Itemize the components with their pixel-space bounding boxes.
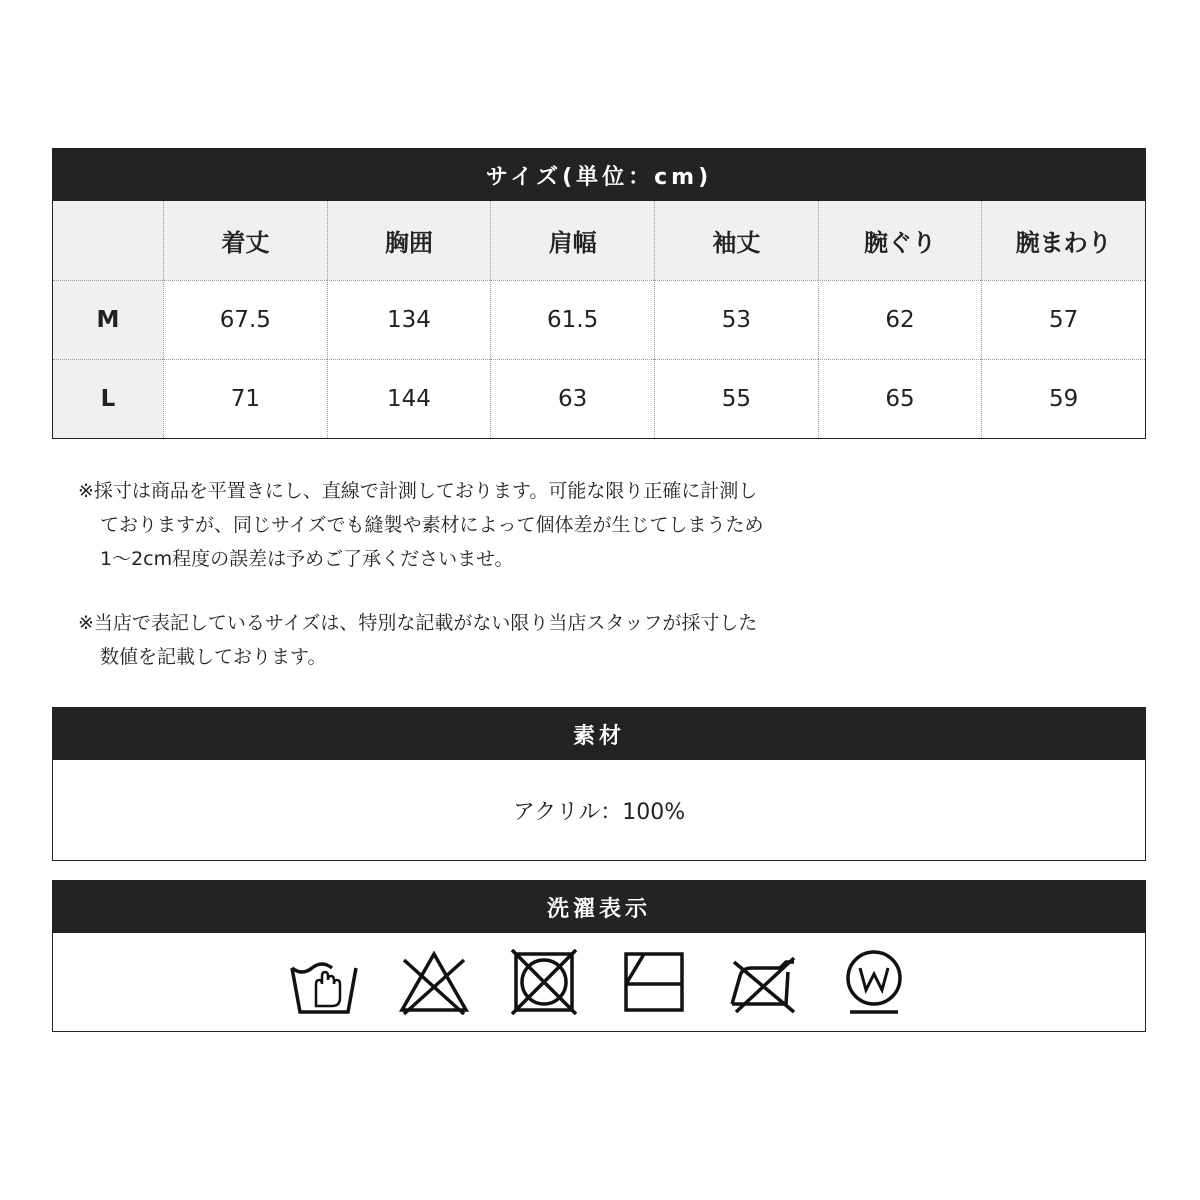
- note-line: ※当店で表記しているサイズは、特別な記載がない限り当店スタッフが採寸した: [78, 612, 758, 634]
- col-header: 袖丈: [654, 201, 818, 280]
- no-bleach-icon: [398, 946, 470, 1018]
- note-line: ておりますが、同じサイズでも縫製や素材によって個体差が生じてしまうため: [100, 514, 764, 536]
- line-dry-shade-icon: [618, 946, 690, 1018]
- row-label: L: [53, 359, 163, 438]
- note-line: ※採寸は商品を平置きにし、直線で計測しております。可能な限り正確に計測し: [78, 480, 758, 502]
- table-cell: 59: [981, 359, 1145, 438]
- col-header: 着丈: [163, 201, 327, 280]
- table-cell: 144: [327, 359, 491, 438]
- table-cell: 55: [654, 359, 818, 438]
- no-tumble-dry-icon: [508, 946, 580, 1018]
- table-cell: 63: [490, 359, 654, 438]
- care-title: 洗濯表示: [53, 881, 1145, 933]
- table-cell: 65: [818, 359, 982, 438]
- table-cell: 67.5: [163, 280, 327, 359]
- size-table-title: サイズ(単位：cm): [53, 149, 1145, 201]
- note-line: 1〜2cm程度の誤差は予めご了承くださいませ。: [100, 548, 514, 570]
- material-title: 素材: [53, 708, 1145, 760]
- table-cell: 53: [654, 280, 818, 359]
- size-note: [78, 606, 757, 674]
- care-box: [52, 880, 1146, 1032]
- col-header: 腕まわり: [981, 201, 1145, 280]
- table-cell: 62: [818, 280, 982, 359]
- col-header: 肩幅: [490, 201, 654, 280]
- wet-clean-icon: [838, 946, 910, 1018]
- hand-wash-icon: [288, 946, 360, 1018]
- row-label: M: [53, 280, 163, 359]
- measurement-note: [78, 474, 763, 576]
- material-box: [52, 707, 1146, 861]
- table-cell: 57: [981, 280, 1145, 359]
- note-line: 数値を記載しております。: [100, 646, 327, 668]
- table-cell: 134: [327, 280, 491, 359]
- corner-cell: [53, 201, 163, 280]
- table-cell: 61.5: [490, 280, 654, 359]
- size-grid: [53, 201, 1145, 438]
- col-header: 腕ぐり: [818, 201, 982, 280]
- no-iron-icon: [728, 946, 800, 1018]
- care-icons: [53, 933, 1145, 1031]
- col-header: 胸囲: [327, 201, 491, 280]
- table-cell: 71: [163, 359, 327, 438]
- size-table: [52, 148, 1146, 439]
- material-text: アクリル：100%: [512, 799, 686, 825]
